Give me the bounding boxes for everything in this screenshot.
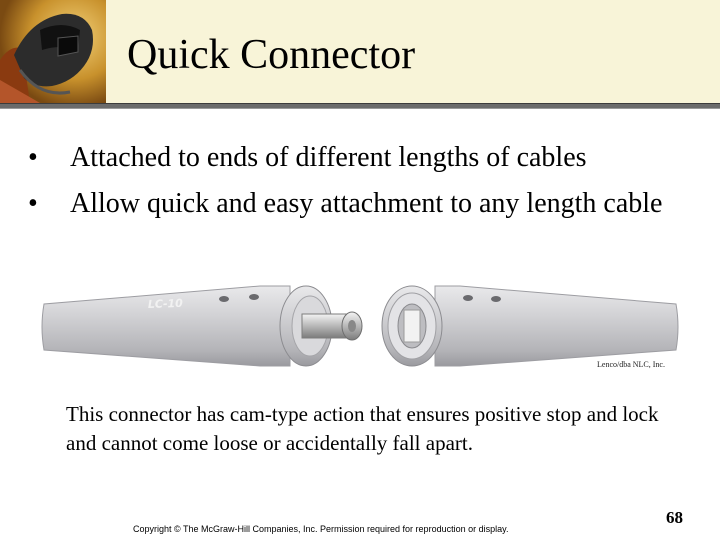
- slide-title: Quick Connector: [127, 32, 416, 78]
- welder-helmet-icon: [0, 0, 106, 103]
- connector-model-label: LC-10: [147, 296, 184, 311]
- quick-connector-photo: [40, 282, 680, 372]
- page-number: 68: [666, 508, 683, 527]
- bullet-text: Attached to ends of different lengths of cables: [70, 142, 587, 173]
- bullet-marker: •: [28, 142, 38, 173]
- header-divider: [0, 103, 720, 109]
- image-credit: Lenco/dba NLC, Inc.: [597, 360, 665, 369]
- copyright-notice: Copyright © The McGraw-Hill Companies, Inc. Permission required for reproduction or display.: [133, 524, 509, 534]
- bullet-text: Allow quick and easy attachment to any length cable: [70, 188, 663, 219]
- image-caption: This connector has cam-type action that ensures positive stop and lock and cannot come loose or accidentally fall apart.: [66, 402, 659, 455]
- bullet-marker: •: [28, 188, 38, 219]
- bullet-list: [28, 140, 708, 232]
- bullet-item: [28, 186, 708, 222]
- bullet-item: [28, 140, 708, 176]
